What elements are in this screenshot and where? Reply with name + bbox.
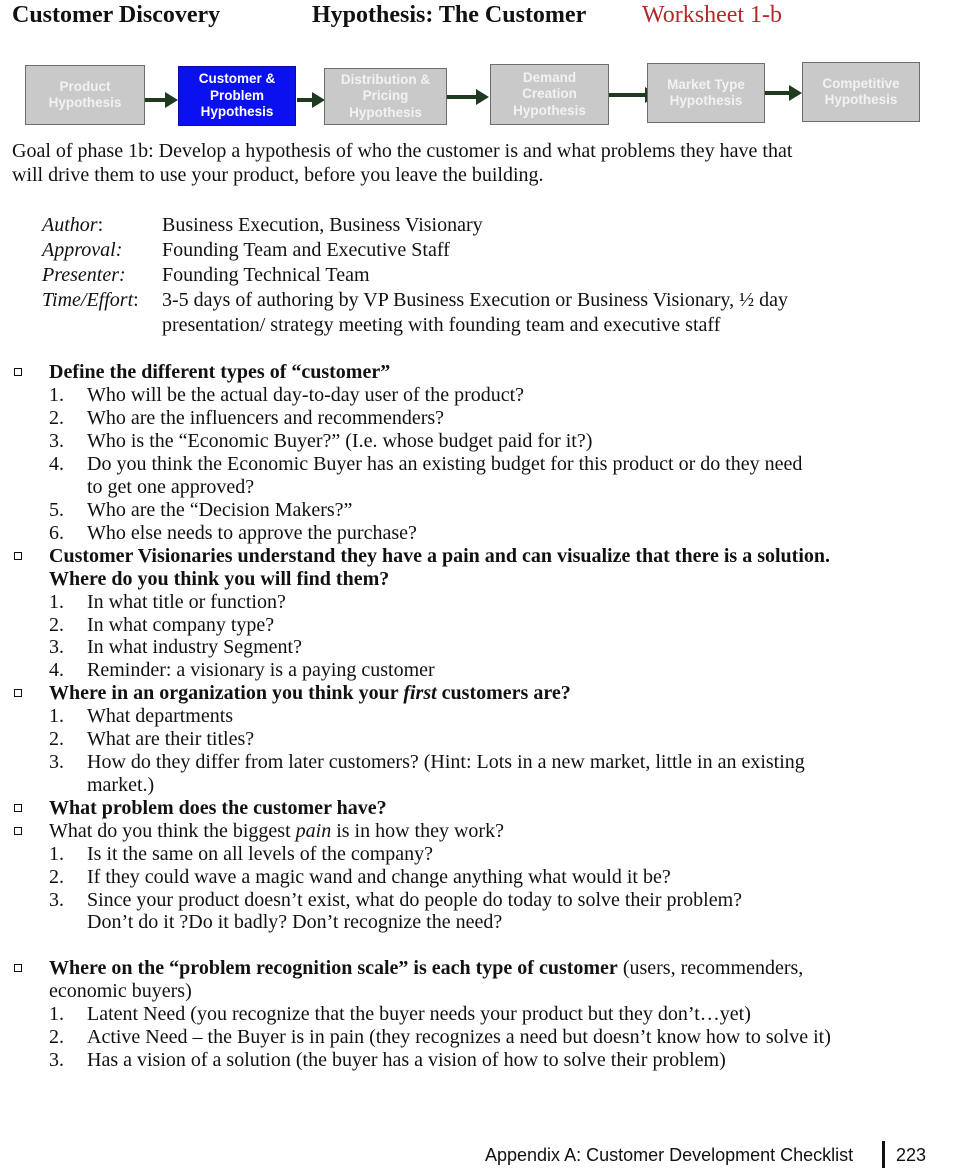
section-5-title-pre: What do you think the biggest — [49, 820, 296, 842]
list-number: 1. — [49, 705, 64, 727]
list-item: What are their titles? — [87, 728, 255, 750]
flow-arrow-1 — [145, 98, 166, 102]
worksheet-label: Worksheet 1-b — [642, 2, 783, 28]
goal-line-2: will drive them to use your product, before you leave the building. — [12, 164, 544, 186]
flow-arrow-5 — [765, 91, 790, 95]
section-3-title-post: customers are? — [436, 682, 571, 704]
flow-box-demand-label: Demand Creation Hypothesis — [513, 69, 586, 118]
flow-box-product-label: Product Hypothesis — [48, 78, 122, 110]
flow-box-competitive — [802, 62, 920, 122]
list-item: In what industry Segment? — [87, 636, 302, 658]
doc-subtitle: Hypothesis: The Customer — [312, 2, 587, 28]
section-1-title: Define the different types of “customer” — [49, 361, 391, 383]
flow-box-market — [647, 63, 765, 123]
list-item: Since your product doesn’t exist, what do people do today to solve their problem? — [87, 889, 743, 911]
meta-author-label-text: Author — [42, 214, 98, 236]
section-6-title-bold: Where on the “problem recognition scale” is each type of customer — [49, 957, 618, 979]
list-item-continued: to get one approved? — [87, 476, 255, 498]
list-item: Active Need – the Buyer is in pain (they recognizes a need but doesn’t know how to solve it) — [87, 1026, 831, 1048]
meta-time-colon: : — [133, 289, 139, 311]
checkbox-icon — [14, 368, 22, 376]
checkbox-icon — [14, 964, 22, 972]
section-3-title — [49, 681, 571, 705]
list-number: 1. — [49, 1003, 64, 1025]
checkbox-icon — [14, 827, 22, 835]
page-number: 223 — [896, 1145, 927, 1165]
list-number: 5. — [49, 499, 64, 521]
meta-author-label — [42, 213, 103, 237]
flow-box-customer-label: Customer & Problem Hypothesis — [198, 71, 276, 120]
list-item: Who are the “Decision Makers?” — [87, 499, 353, 521]
list-number: 2. — [49, 407, 64, 429]
list-item: Is it the same on all levels of the company? — [87, 843, 434, 865]
list-number: 3. — [49, 430, 64, 452]
section-3-title-emphasis: first — [403, 682, 437, 704]
flow-arrow-4 — [609, 93, 646, 97]
list-number: 2. — [49, 614, 64, 636]
list-number: 3. — [49, 636, 64, 658]
goal-line-1: Goal of phase 1b: Develop a hypothesis of who the customer is and what problems they have that — [12, 140, 793, 162]
list-number: 3. — [49, 889, 64, 911]
list-item: Who are the influencers and recommenders? — [87, 407, 445, 429]
section-2-title-2: Where do you think you will find them? — [49, 568, 390, 590]
meta-time-label — [42, 288, 139, 312]
doc-section-title: Customer Discovery — [12, 2, 221, 28]
flow-box-distribution — [324, 68, 447, 125]
checkbox-icon — [14, 689, 22, 697]
section-6-title-2: economic buyers) — [49, 980, 192, 1002]
list-item-continued: market.) — [87, 774, 155, 796]
footer-text: Appendix A: Customer Development Checklist — [485, 1145, 854, 1165]
section-6-title-rest: (users, recommenders, — [617, 957, 804, 979]
section-2-title-1: Customer Visionaries understand they have a pain and can visualize that there is a solution. — [49, 545, 831, 567]
list-number: 1. — [49, 843, 64, 865]
flow-box-market-label: Market Type Hypothesis — [667, 76, 745, 108]
list-item: In what company type? — [87, 614, 275, 636]
list-number: 1. — [49, 384, 64, 406]
section-3-title-pre: Where in an organization you think your — [49, 682, 404, 704]
meta-time-value-1: 3-5 days of authoring by VP Business Execution or Business Visionary, ½ day — [162, 289, 788, 311]
list-item: Who will be the actual day-to-day user of the product? — [87, 384, 525, 406]
meta-approval-value: Founding Team and Executive Staff — [162, 239, 450, 261]
meta-time-value-2: presentation/ strategy meeting with founding team and executive staff — [162, 314, 721, 336]
list-item: Do you think the Economic Buyer has an existing budget for this product or do they need — [87, 453, 803, 475]
list-item: Who else needs to approve the purchase? — [87, 522, 417, 544]
flow-box-competitive-label: Competitive Hypothesis — [822, 75, 900, 107]
list-number: 2. — [49, 728, 64, 750]
list-item: Latent Need (you recognize that the buyer needs your product but they don’t…yet) — [87, 1003, 751, 1025]
list-number: 6. — [49, 522, 64, 544]
section-5-title — [49, 819, 504, 843]
list-item: In what title or function? — [87, 591, 286, 613]
flow-box-customer — [178, 66, 296, 126]
list-number: 4. — [49, 659, 64, 681]
list-number: 3. — [49, 1049, 64, 1071]
list-item: How do they differ from later customers? (Hint: Lots in a new market, little in an existing — [87, 751, 805, 773]
section-4-title: What problem does the customer have? — [49, 797, 387, 819]
footer-divider — [882, 1141, 885, 1168]
meta-author-value: Business Execution, Business Visionary — [162, 214, 483, 236]
meta-author-colon: : — [97, 214, 104, 236]
list-item-continued: Don’t do it ?Do it badly? Don’t recognize the need? — [87, 911, 503, 933]
flow-box-product — [25, 65, 145, 125]
section-6-title — [49, 956, 803, 980]
meta-time-label-text: Time/Effort — [42, 289, 134, 311]
flow-box-distribution-label: Distribution & Pricing Hypothesis — [340, 71, 431, 120]
list-number: 2. — [49, 866, 64, 888]
list-item: Has a vision of a solution (the buyer has a vision of how to solve their problem) — [87, 1049, 726, 1071]
flow-box-demand — [490, 64, 609, 125]
meta-presenter-value: Founding Technical Team — [162, 264, 370, 286]
section-5-title-post: is in how they work? — [331, 820, 504, 842]
meta-approval-label: Approval: — [42, 239, 123, 261]
checkbox-icon — [14, 552, 22, 560]
list-number: 3. — [49, 751, 64, 773]
list-item: If they could wave a magic wand and change anything what would it be? — [87, 866, 671, 888]
checkbox-icon — [14, 804, 22, 812]
list-number: 1. — [49, 591, 64, 613]
list-item: What departments — [87, 705, 234, 727]
flow-arrow-2 — [297, 98, 313, 102]
section-5-title-emphasis: pain — [295, 820, 332, 842]
list-number: 2. — [49, 1026, 64, 1048]
list-item: Who is the “Economic Buyer?” (I.e. whose budget paid for it?) — [87, 430, 593, 452]
list-number: 4. — [49, 453, 64, 475]
meta-presenter-label: Presenter: — [42, 264, 126, 286]
flow-arrow-3 — [447, 95, 477, 99]
list-item: Reminder: a visionary is a paying customer — [87, 659, 435, 681]
